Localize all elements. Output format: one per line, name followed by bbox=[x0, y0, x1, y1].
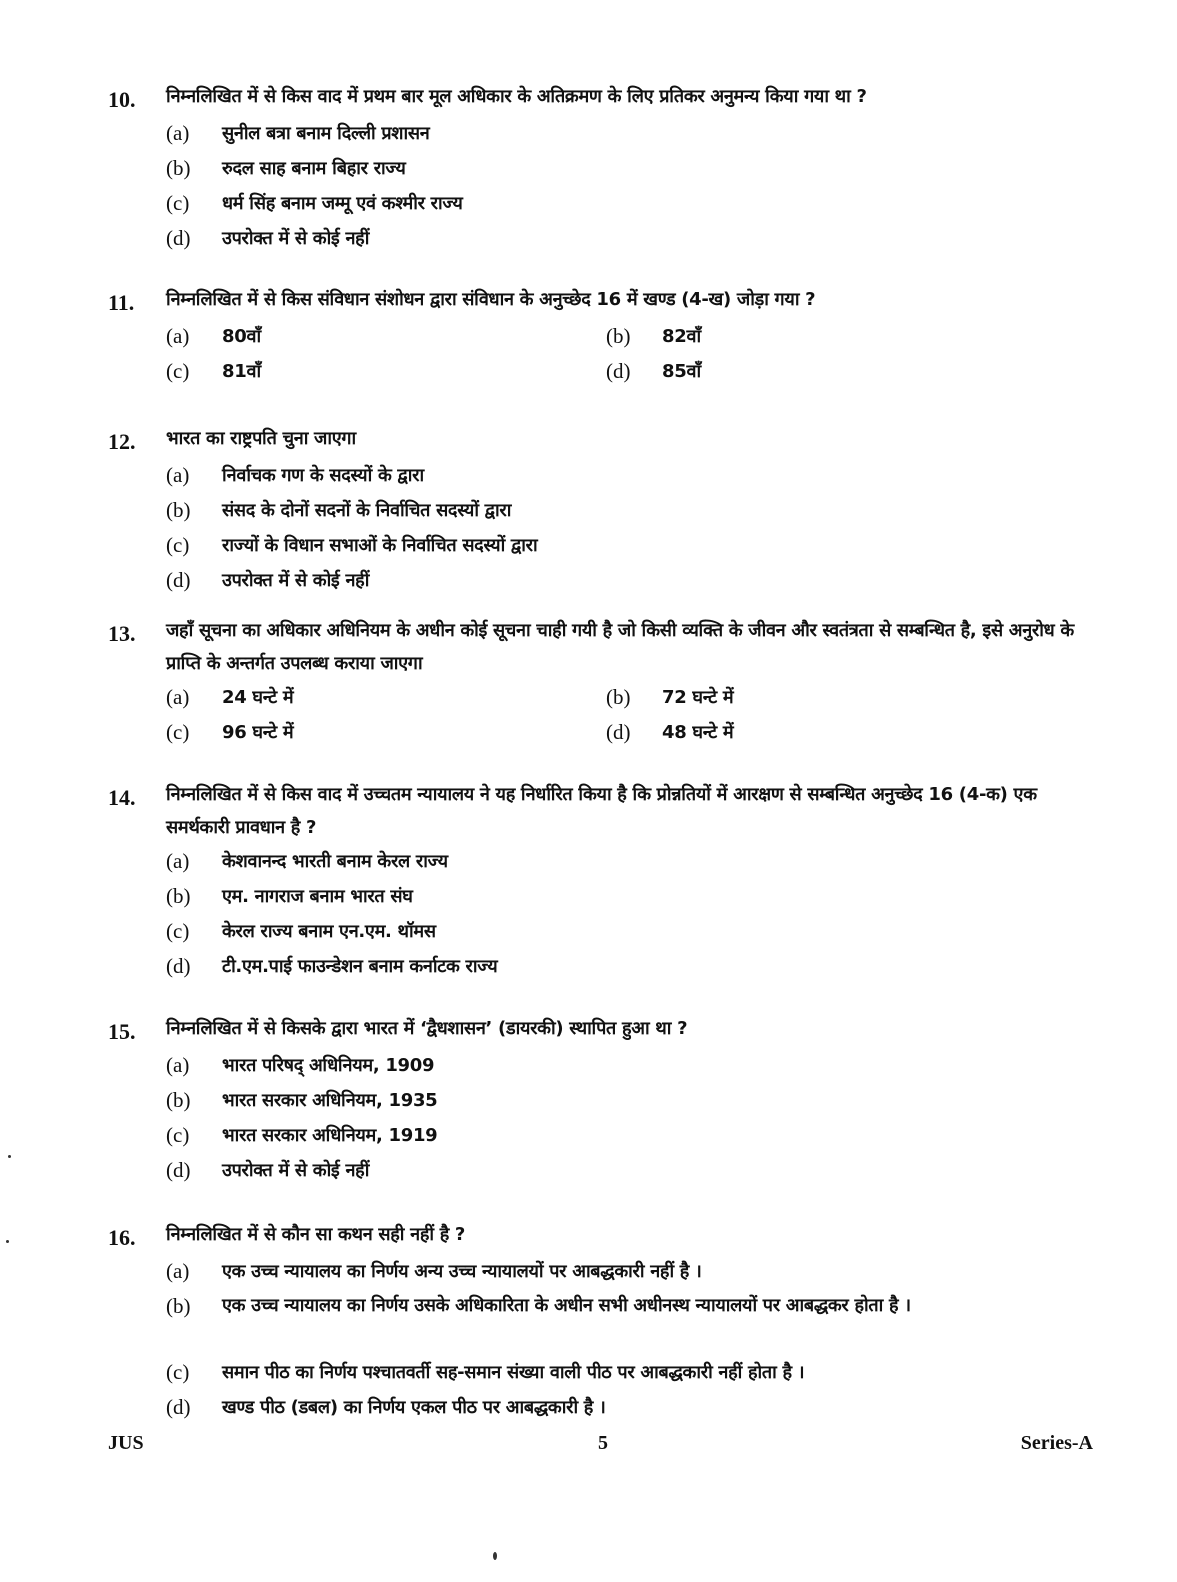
question-text: निम्नलिखित में से किस संविधान संशोधन द्वारा संविधान के अनुच्छेद 16 में खण्ड (4-ख) जोड़ा गया ? bbox=[166, 289, 816, 310]
option-label: (a) bbox=[166, 324, 190, 348]
option-label: (a) bbox=[166, 1259, 190, 1283]
question-text: निम्नलिखित में से किस वाद में उच्चतम न्यायालय ने यह निर्धारित किया है कि प्रोन्नतियों में आरक्षण से सम्बन्धित अनुच्छेद 16 (4-क) एक समर्थकारी प्रावधान है ? bbox=[166, 784, 1037, 838]
option-b bbox=[166, 1289, 1093, 1355]
options-list bbox=[166, 844, 1093, 984]
question-number: 12. bbox=[108, 429, 136, 454]
option-b bbox=[166, 1083, 1093, 1118]
question-number: 10. bbox=[108, 87, 136, 112]
option-text: भारत परिषद् अधिनियम, 1909 bbox=[222, 1055, 435, 1076]
question-number: 14. bbox=[108, 785, 136, 810]
question-13 bbox=[108, 614, 1093, 750]
question-number: 15. bbox=[108, 1019, 136, 1044]
option-c bbox=[166, 354, 606, 389]
option-text: एक उच्च न्यायालय का निर्णय अन्य उच्च न्यायालयों पर आबद्धकारी नहीं है । bbox=[222, 1261, 702, 1282]
question-number: 16. bbox=[108, 1225, 136, 1250]
option-text: एक उच्च न्यायालय का निर्णय उसके अधिकारिता के अधीन सभी अधीनस्थ न्यायालयों पर आबद्धकर होता है । bbox=[222, 1295, 911, 1316]
option-b bbox=[166, 151, 1093, 186]
option-label: (c) bbox=[166, 533, 190, 557]
option-d bbox=[606, 715, 1046, 750]
series-label: Series-A bbox=[1020, 1432, 1093, 1454]
option-label: (a) bbox=[166, 121, 190, 145]
option-text: 80वाँ bbox=[222, 326, 261, 347]
options-grid bbox=[166, 319, 1093, 389]
option-text: उपरोक्त में से कोई नहीं bbox=[222, 1160, 370, 1181]
option-d bbox=[606, 354, 1046, 389]
option-label: (a) bbox=[166, 1053, 190, 1077]
paper-code: JUS bbox=[108, 1432, 144, 1454]
options-list bbox=[166, 1254, 1093, 1425]
scan-speck bbox=[493, 1552, 497, 1560]
option-label: (c) bbox=[166, 919, 190, 943]
option-label: (c) bbox=[166, 191, 190, 215]
option-c bbox=[166, 715, 606, 750]
option-d bbox=[166, 1153, 1093, 1188]
scan-speck bbox=[6, 1240, 9, 1243]
option-d bbox=[166, 1390, 1093, 1425]
option-text: रुदल साह बनाम बिहार राज्य bbox=[222, 158, 406, 179]
question-text: भारत का राष्ट्रपति चुना जाएगा bbox=[166, 428, 356, 449]
option-text: सुनील बत्रा बनाम दिल्ली प्रशासन bbox=[222, 123, 430, 144]
question-15 bbox=[108, 1012, 1093, 1188]
option-label: (a) bbox=[166, 849, 190, 873]
option-text: 96 घन्टे में bbox=[222, 722, 294, 743]
option-c bbox=[166, 186, 1093, 221]
question-text: निम्नलिखित में से किसके द्वारा भारत में ‘द्वैधशासन’ (डायरकी) स्थापित हुआ था ? bbox=[166, 1018, 688, 1039]
options-list bbox=[166, 116, 1093, 256]
options-list bbox=[166, 1048, 1093, 1188]
scan-speck bbox=[8, 1155, 11, 1158]
option-text: 48 घन्टे में bbox=[662, 722, 734, 743]
option-label: (d) bbox=[166, 1395, 191, 1419]
option-label: (d) bbox=[166, 226, 191, 250]
option-label: (b) bbox=[166, 1294, 191, 1318]
question-10 bbox=[108, 80, 1093, 256]
question-16 bbox=[108, 1218, 1093, 1425]
option-text: उपरोक्त में से कोई नहीं bbox=[222, 570, 370, 591]
question-text: निम्नलिखित में से कौन सा कथन सही नहीं है ? bbox=[166, 1224, 466, 1245]
option-text: धर्म सिंह बनाम जम्मू एवं कश्मीर राज्य bbox=[222, 193, 463, 214]
option-label: (d) bbox=[166, 954, 191, 978]
page-footer bbox=[108, 1432, 1093, 1462]
option-text: 82वाँ bbox=[662, 326, 701, 347]
option-text: 24 घन्टे में bbox=[222, 687, 294, 708]
option-label: (c) bbox=[166, 1360, 190, 1384]
option-a bbox=[166, 1048, 1093, 1083]
option-label: (b) bbox=[606, 685, 631, 709]
question-12 bbox=[108, 422, 1093, 598]
option-label: (d) bbox=[606, 720, 631, 744]
option-a bbox=[166, 1254, 1093, 1289]
option-text: केशवानन्द भारती बनाम केरल राज्य bbox=[222, 851, 448, 872]
option-label: (b) bbox=[166, 884, 191, 908]
option-text: 81वाँ bbox=[222, 361, 261, 382]
option-text: टी.एम.पाई फाउन्डेशन बनाम कर्नाटक राज्य bbox=[222, 956, 498, 977]
question-14 bbox=[108, 778, 1093, 984]
options-list bbox=[166, 458, 1093, 598]
option-c bbox=[166, 1355, 1093, 1390]
option-c bbox=[166, 1118, 1093, 1153]
option-a bbox=[166, 680, 606, 715]
option-text: निर्वाचक गण के सदस्यों के द्वारा bbox=[222, 465, 424, 486]
options-grid bbox=[166, 680, 1093, 750]
option-text: 72 घन्टे में bbox=[662, 687, 734, 708]
option-label: (c) bbox=[166, 720, 190, 744]
option-d bbox=[166, 221, 1093, 256]
option-label: (a) bbox=[166, 463, 190, 487]
option-text: समान पीठ का निर्णय पश्चातवर्ती सह-समान संख्या वाली पीठ पर आबद्धकारी नहीं होता है । bbox=[222, 1362, 805, 1383]
option-d bbox=[166, 949, 1093, 984]
option-label: (c) bbox=[166, 1123, 190, 1147]
option-c bbox=[166, 914, 1093, 949]
option-a bbox=[166, 116, 1093, 151]
option-b bbox=[166, 879, 1093, 914]
option-label: (d) bbox=[166, 568, 191, 592]
option-label: (d) bbox=[606, 359, 631, 383]
option-label: (a) bbox=[166, 685, 190, 709]
option-label: (b) bbox=[166, 498, 191, 522]
option-a bbox=[166, 844, 1093, 879]
page-number: 5 bbox=[598, 1432, 608, 1454]
option-label: (b) bbox=[606, 324, 631, 348]
question-text: निम्नलिखित में से किस वाद में प्रथम बार मूल अधिकार के अतिक्रमण के लिए प्रतिकर अनुमन्य किया गया था ? bbox=[166, 86, 867, 107]
option-text: राज्यों के विधान सभाओं के निर्वाचित सदस्यों द्वारा bbox=[222, 535, 538, 556]
option-text: 85वाँ bbox=[662, 361, 701, 382]
option-label: (d) bbox=[166, 1158, 191, 1182]
option-b bbox=[606, 319, 1046, 354]
option-text: संसद के दोनों सदनों के निर्वाचित सदस्यों द्वारा bbox=[222, 500, 512, 521]
option-label: (c) bbox=[166, 359, 190, 383]
option-d bbox=[166, 563, 1093, 598]
option-label: (b) bbox=[166, 156, 191, 180]
option-text: भारत सरकार अधिनियम, 1935 bbox=[222, 1090, 438, 1111]
question-number: 11. bbox=[108, 290, 135, 315]
option-a bbox=[166, 458, 1093, 493]
option-a bbox=[166, 319, 606, 354]
question-11 bbox=[108, 283, 1093, 389]
option-text: केरल राज्य बनाम एन.एम. थॉमस bbox=[222, 921, 436, 942]
option-text: भारत सरकार अधिनियम, 1919 bbox=[222, 1125, 438, 1146]
option-text: उपरोक्त में से कोई नहीं bbox=[222, 228, 370, 249]
question-text: जहाँ सूचना का अधिकार अधिनियम के अधीन कोई सूचना चाही गयी है जो किसी व्यक्ति के जीवन और स्वतंत्रता से सम्बन्धित है, इसे अनुरोध के प्राप्ति के अन्तर्गत उपलब्ध कराया जाएगा bbox=[166, 620, 1074, 674]
option-c bbox=[166, 528, 1093, 563]
option-text: एम. नागराज बनाम भारत संघ bbox=[222, 886, 413, 907]
option-b bbox=[166, 493, 1093, 528]
option-text: खण्ड पीठ (डबल) का निर्णय एकल पीठ पर आबद्धकारी है । bbox=[222, 1397, 606, 1418]
question-number: 13. bbox=[108, 621, 136, 646]
option-label: (b) bbox=[166, 1088, 191, 1112]
option-b bbox=[606, 680, 1046, 715]
